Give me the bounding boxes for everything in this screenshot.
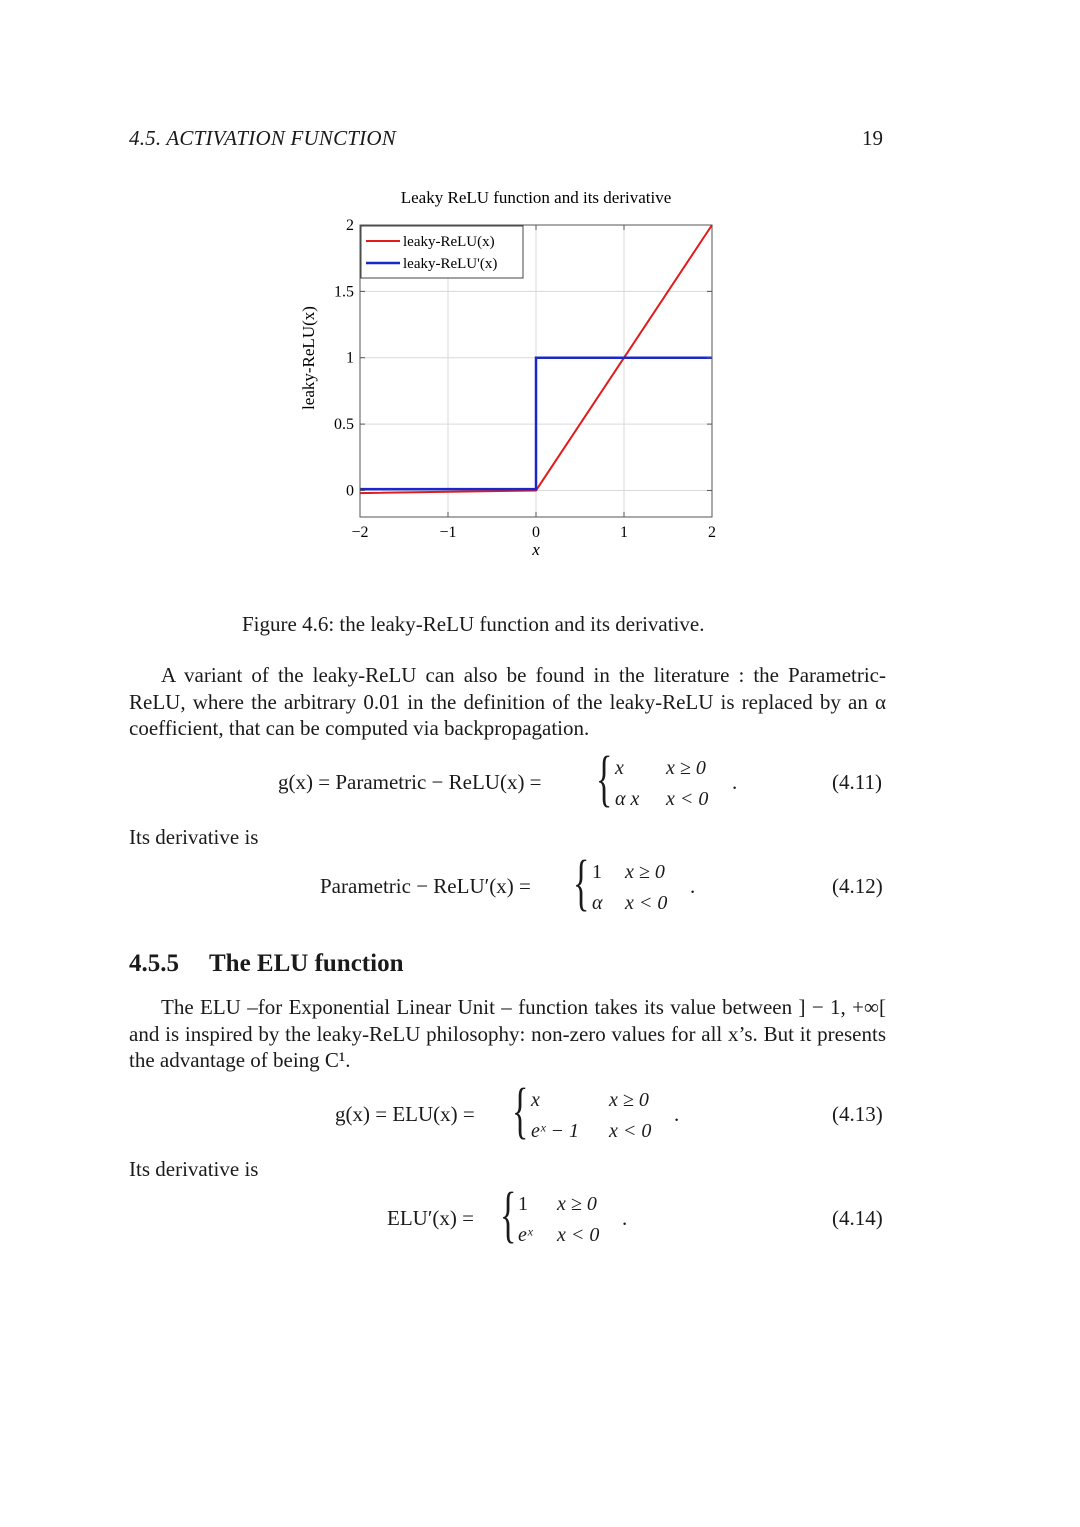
leaky-relu-chart: [290, 180, 740, 570]
eq-4-13-case1-value: x: [531, 1089, 540, 1111]
eq-4-11-brace: {: [596, 745, 613, 813]
x-axis-label: x: [532, 540, 540, 559]
eq-4-11-case2-value: α x: [615, 788, 640, 810]
y-tick-label: 1: [346, 349, 354, 367]
x-tick-label: 2: [708, 524, 716, 541]
section-heading-elu: [129, 950, 403, 978]
paragraph-parametric-relu: A variant of the leaky-ReLU can also be found in the literature : the Parametric-ReLU, where the arbitrary 0.01 in the definition of the leaky-ReLU is replaced by an α coefficient, that can be computed via backpropagation.: [129, 663, 886, 740]
eq-4-14-case1-condition: x ≥ 0: [557, 1193, 597, 1215]
running-title: 4.5. ACTIVATION FUNCTION: [129, 126, 396, 150]
eq-4-11-number: (4.11): [832, 770, 882, 794]
x-tick-label: 1: [620, 524, 628, 541]
eq-4-13-case2-condition: x < 0: [609, 1120, 652, 1142]
y-tick-label: 2: [346, 217, 354, 234]
page-number: 19: [862, 126, 883, 150]
x-tick-label: −2: [351, 524, 369, 541]
legend-label-leaky-relu: leaky-ReLU(x): [403, 234, 495, 250]
y-tick-label: 0: [346, 482, 354, 500]
eq-4-12-brace: {: [573, 849, 590, 917]
y-tick-label: 1.5: [334, 283, 354, 301]
eq-4-12-number: (4.12): [832, 874, 883, 898]
eq-4-13-number: (4.13): [832, 1102, 883, 1126]
paragraph-elu: The ELU –for Exponential Linear Unit – function takes its value between ] − 1, +∞[ and is inspired by the leaky-ReLU philosophy: non-zero values for all x’s. But it presents the advantage of being C¹.: [129, 995, 886, 1072]
eq-4-12-case1-value: 1: [592, 861, 602, 883]
eq-4-13-case2-value: eˣ − 1: [531, 1120, 580, 1142]
eq-4-12-case1-condition: x ≥ 0: [625, 861, 665, 883]
eq-4-14-period: .: [622, 1206, 628, 1230]
section-number: 4.5.5: [129, 950, 179, 977]
eq-4-12-period: .: [690, 874, 696, 898]
eq-4-14-case2-value: eˣ: [518, 1224, 533, 1246]
eq-4-11-case2-condition: x < 0: [666, 788, 709, 810]
its-derivative-text-2: Its derivative is: [129, 1157, 259, 1181]
section-title: The ELU function: [209, 950, 404, 977]
eq-4-11-lhs: g(x) = Parametric − ReLU(x) =: [278, 770, 542, 794]
chart-legend: [361, 226, 523, 278]
chart-title: Leaky ReLU function and its derivative: [400, 188, 672, 207]
eq-4-12-case2-value: α: [592, 892, 603, 914]
eq-4-11-case1-value: x: [615, 757, 624, 779]
eq-4-11-case1-condition: x ≥ 0: [666, 757, 706, 779]
legend-label-leaky-relu-derivative: leaky-ReLU'(x): [403, 256, 498, 272]
y-axis-label: leaky-ReLU(x): [299, 306, 318, 410]
eq-4-14-case1-value: 1: [518, 1193, 528, 1215]
eq-4-12-lhs: Parametric − ReLU′(x) =: [320, 874, 531, 898]
eq-4-12-case2-condition: x < 0: [625, 892, 668, 914]
eq-4-13-lhs: g(x) = ELU(x) =: [335, 1102, 475, 1126]
eq-4-13-case1-condition: x ≥ 0: [609, 1089, 649, 1111]
eq-4-11-period: .: [732, 770, 738, 794]
eq-4-14-lhs: ELU′(x) =: [387, 1206, 474, 1230]
x-tick-label: 0: [532, 524, 540, 541]
x-tick-label: −1: [439, 524, 457, 541]
eq-4-14-brace: {: [500, 1181, 517, 1249]
its-derivative-text-1: Its derivative is: [129, 825, 259, 849]
series-line-leaky-relu-derivative: [360, 358, 712, 489]
eq-4-14-number: (4.14): [832, 1206, 883, 1230]
figure-caption: Figure 4.6: the leaky-ReLU function and its derivative.: [242, 612, 705, 636]
eq-4-13-brace: {: [512, 1077, 529, 1145]
y-tick-label: 0.5: [334, 416, 354, 434]
eq-4-14-case2-condition: x < 0: [557, 1224, 600, 1246]
eq-4-13-period: .: [674, 1102, 680, 1126]
